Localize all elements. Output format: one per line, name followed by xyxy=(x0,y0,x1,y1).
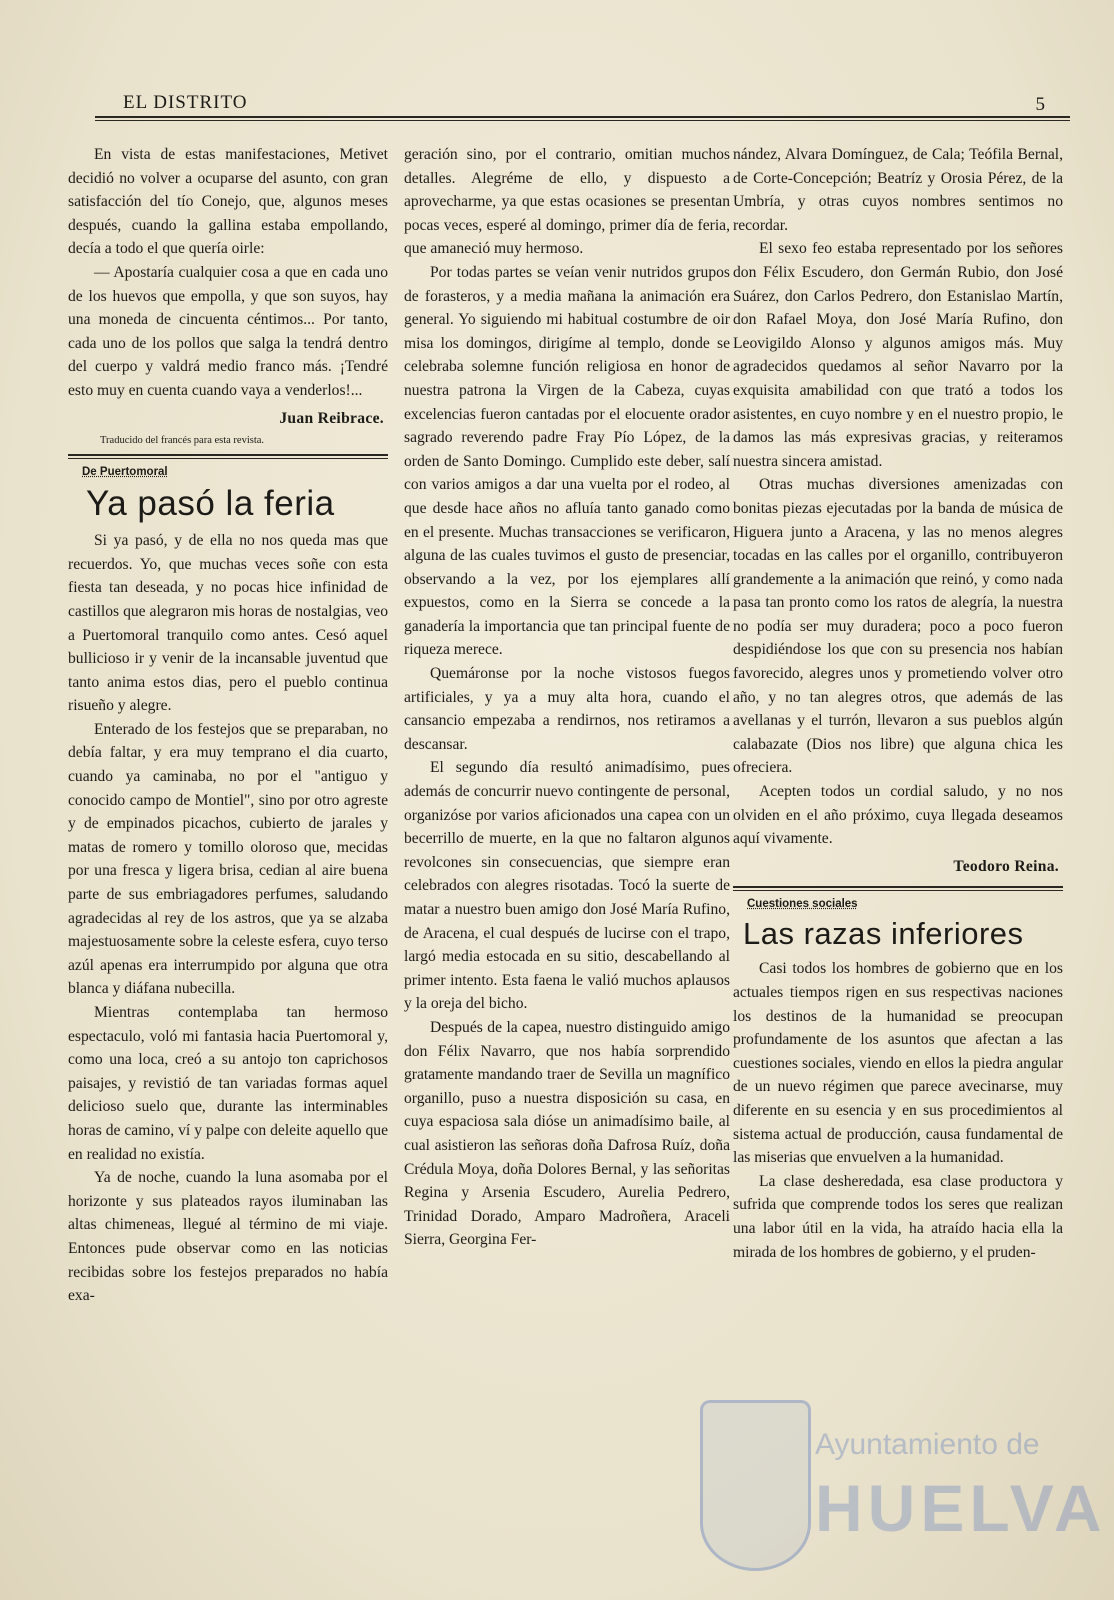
paragraph: El sexo feo estaba representado por los señores don Félix Escudero, don Germán Rubio, don José Suárez, don Carlos Pedrero, don Estanislao Martín, don Rafael Moya, don José María Rufino, don Leovigildo Alonso y algunos amigos más. Muy agradecidos quedamos al señor Navarro por la exquisita amabilidad con que trató a todos los asistentes, en cuyo nombre y en el nuestro propio, le damos las más expresivas gracias, y reiteramos nuestra sincera amistad. xyxy=(733,240,1063,470)
translation-note: Traducido del francés para esta revista. xyxy=(100,435,265,447)
article-title: Las razas inferiores xyxy=(743,916,1024,952)
paragraph: Después de la capea, nuestro distinguido amigo don Félix Navarro, que nos había sorprendido gratamente mandando traer de Sevilla un magnífico organillo, puso a nuestra disposición su casa, en cuya espaciosa sala dióse un animadísimo baile, al cual asistieron las señoras doña Dafrosa Ruíz, doña Crédula Moya, doña Dolores Bernal, y las señoritas Regina y Arsenia Escudero, Aurelia Pedrero, Trinidad Dorado, Amparo Madroñera, Araceli Sierra, Georgina Fer- xyxy=(404,1018,730,1249)
paragraph: El segundo día resultó animadísimo, pues además de concurrir nuevo contingente de personal, organizóse por varios aficionados una capea con un becerrillo de muerte, en la que no faltaron algunos revolcones sin consecuencias, que siempre eran celebrados con alegres risotadas. Tocó la suerte de matar a nuestro buen amigo don José María Rufino, de Aracena, el cual después de lucirse con el trapo, largó media estocada en su sitio, descabellando al primer intento. Esta faena le valió muchos aplausos y la oreja del bicho. xyxy=(404,759,730,1013)
paragraph: Quemáronse por la noche vistosos fuegos artificiales, y ya a muy alta hora, cuando el cansancio empezaba a rendirnos, nos retiramos a descansar. xyxy=(404,665,730,753)
paragraph: Si ya pasó, y de ella no nos queda mas que recuerdos. Yo, que muchas veces soñe con esta fiesta tan deseada, y no pocas hice infinidad de castillos que alegraron mis horas de nostalgias, veo a Puertomoral tranquilo como antes. Cesó aquel bullicioso ir y venir de la incansable juventud que tanto anima estos dias, pero el pueblo continua risueño y alegre. xyxy=(68,532,388,715)
paragraph: Casi todos los hombres de gobierno que en los actuales tiempos rigen en sus respectivas naciones los destinos de la humanidad se preocupan profundamente de los asuntos que afectan a las cuestiones sociales, viendo en ellos la piedra angular de un nuevo régimen que parece avecinarse, muy diferente en su esencia y en sus procedimientos al sistema actual de producción, causa fundamental de las miserias que envuelven a la humanidad. xyxy=(733,960,1063,1167)
paragraph: Enterado de los festejos que se preparaban, no debía faltar, y era muy temprano el dia cuarto, cuando ya caminaba, no por el "antiguo y conocido campo de Montiel", sino por otro agreste y de empinados picachos, cubierto de jarales y matas de romero y tomillo oloroso que, mecidas por una fresca y ligera brisa, cedian al aire buena parte de sus embriagadores perfumes, saludando agradecidas al rey de los astros, que ya se alzaba majestuosamente sobre la celeste esfera, cuyo terso azúl apenas era interrumpido por alguna que otra blanca y diáfana nubecilla. xyxy=(68,720,388,998)
paragraph: Otras muchas diversiones amenizadas con bonitas piezas ejecutadas por la banda de música de Higuera junto a Aracena, y las no menos alegres tocadas en las calles por el organillo, contribuyeron grandemente a la animación que reinó, y como nada pasa tan pronto como los ratos de alegría, la nuestra no podía ser muy duradera; poco a poco fueron despidiéndose los que con su presencia nos habían favorecido, alegres unos y prometiendo volver otro año, y no tan alegres otros, que además de las avellanas y el turrón, llevaron a sus pueblos algún calabazate (Dios nos libre) que alguna chica les ofreciera. xyxy=(733,476,1063,777)
column-1 xyxy=(68,143,388,1308)
paragraph: En vista de estas manifestaciones, Metivet decidió no volver a ocuparse del asunto, con gran satisfacción del tío Conejo, que, algunos meses después, cuando la gallina estaba empollando, decía a todo el que quería oirle: xyxy=(68,146,388,258)
paragraph: geración sino, por el contrario, omitian muchos detalles. Alegréme de ello, y dispuesto a aprovecharme, ya que estas ocasiones se presentan pocas veces, esperé al domingo, primer día de feria, que amaneció muy hermoso. xyxy=(404,146,730,258)
section-label: De Puertomoral xyxy=(82,466,168,479)
paragraph: nández, Alvara Domínguez, de Cala; Teófila Bernal, de Corte-Concepción; Beatríz y Orosia Pérez, de la Umbría, y otras cuyos nombres sentimos no recordar. xyxy=(733,146,1063,234)
paragraph: La clase desheredada, esa clase productora y sufrida que comprende todos los seres que realizan una labor útil en la vida, ha atraído hacia ella la mirada de los hombres de gobierno, y el pruden- xyxy=(733,1172,1063,1261)
running-title: EL DISTRITO xyxy=(123,92,248,113)
section-divider xyxy=(733,886,1063,891)
page-number: 5 xyxy=(1035,94,1045,115)
paragraph: Por todas partes se veían venir nutridos grupos de forasteros, y a media mañana la animación era general. Yo siguiendo mi habitual costumbre de oir misa los domingos, dirigíme al templo, donde se celebraba solemne función religiosa en honor de nuestra patrona la Virgen de la Cabeza, cuyas excelencias fueron cantadas por el elocuente orador sagrado reverendo padre Fray Pío López, de la orden de Santo Domingo. Cumplido este deber, salí con varios amigos a dar una vuelta por el rodeo, al que desde hace años no afluía tanto ganado como en el presente. Muchas transacciones se verificaron, alguna de las cuales tuvimos el gusto de presenciar, observando a la vez, por los ejemplares allí expuestos, como en la Sierra se concede a la ganadería la importancia que tan principal fuente de riqueza merece. xyxy=(404,263,730,659)
paragraph: — Apostaría cualquier cosa a que en cada uno de los huevos que empolla, y que son suyos, hay una moneda de cincuenta céntimos... Por tanto, cada uno de los pollos que salga la tendrá dentro del cuerpo y valdrá medio franco más. ¡Tendré esto muy en cuenta cuando vaya a venderlos!... xyxy=(68,263,388,399)
section-label: Cuestiones sociales xyxy=(747,898,858,911)
column-3 xyxy=(733,143,1063,1264)
paragraph: Ya de noche, cuando la luna asomaba por el horizonte y sus plateados rayos iluminaban las altas chimeneas, llegué al término de mi viaje. Entonces pude observar como en las noticias recibidas sobre los festejos preparados no había exa- xyxy=(68,1169,388,1305)
paragraph: Acepten todos un cordial saludo, y no nos olviden en el año próximo, cuya llegada deseamos aquí vivamente. xyxy=(733,783,1063,848)
running-header xyxy=(95,90,1070,120)
section-divider xyxy=(68,454,388,459)
watermark-line-1: Ayuntamiento de xyxy=(815,1428,1040,1461)
column-2 xyxy=(404,143,730,1252)
coat-of-arms-icon xyxy=(700,1400,811,1571)
article-title: Ya pasó la feria xyxy=(86,484,335,524)
watermark xyxy=(700,1400,1107,1570)
article-signature: Teodoro Reina. xyxy=(953,857,1059,875)
paragraph: Mientras contemplaba tan hermoso espectaculo, voló mi fantasia hacia Puertomoral y, como una loca, creó a su antojo ton caprichosos paisajes, y revistió de tan variadas formas aquel delicioso suelo que, durante las interminables horas de camino, ví y palpe con deleite aquello que en realidad no existía. xyxy=(68,1004,388,1163)
article-signature: Juan Reibrace. xyxy=(279,409,384,427)
header-rule xyxy=(95,116,1070,121)
watermark-line-2: HUELVA xyxy=(815,1471,1107,1545)
